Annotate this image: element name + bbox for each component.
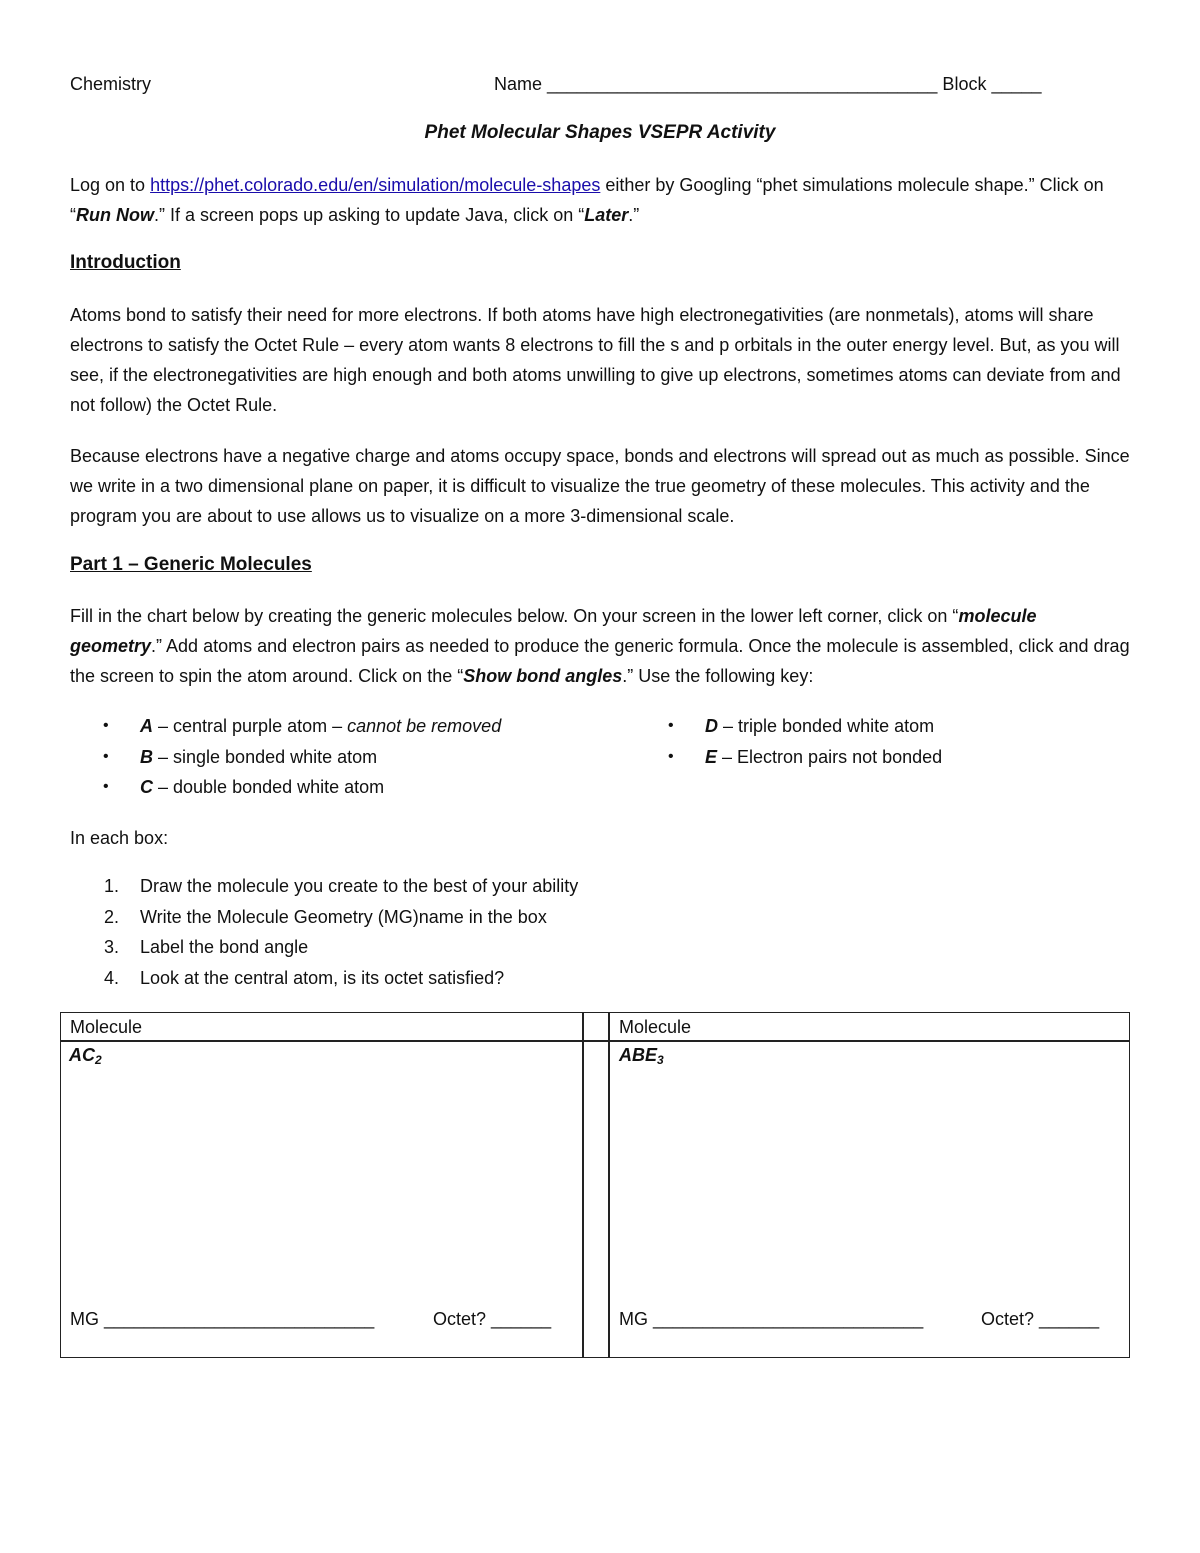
bullet-icon: •	[103, 747, 109, 765]
steps-list	[70, 871, 578, 993]
introduction-paragraph-2: Because electrons have a negative charge and atoms occupy space, bonds and electrons will spread out as much as possible. Since we write in a two dimensional plane on paper, it is difficult to visualize the true geometry of these molecules. This activity and the program you are about to use allows us to visualize on a more 3-dimensional scale.	[70, 446, 1130, 526]
intro-prefix: Log on to	[70, 175, 151, 195]
key-list-right	[635, 711, 942, 772]
formula-subscript: 2	[95, 1053, 102, 1067]
molecule-chart-table	[60, 1012, 1130, 1358]
later-text: Later	[584, 205, 629, 225]
octet-blank[interactable]: Octet? ______	[981, 1309, 1100, 1329]
formula-base: ABE	[619, 1045, 658, 1065]
step-number: 3.	[104, 937, 120, 957]
key-text: – triple bonded white atom	[718, 716, 935, 736]
introduction-paragraph-1: Atoms bond to satisfy their need for more electrons. If both atoms have high electronegativities (are nonmetals), atoms will share electrons to satisfy the Octet Rule – every atom wants 8 electrons to fill the s and p orbitals in the outer energy level. But, as you will see, if the electronegativities are high enough and both atoms unwilling to give up electrons, sometimes atoms can deviate from and not follow) the Octet Rule.	[70, 305, 1121, 415]
name-block-field[interactable]: Name _______________________________________ Block _____	[494, 74, 1042, 94]
key-item-e	[635, 742, 942, 773]
key-letter: D	[705, 716, 718, 736]
key-letter: A	[140, 716, 153, 736]
mg-blank[interactable]: MG ___________________________	[70, 1309, 375, 1329]
molecule-cell-left[interactable]	[61, 1013, 582, 1356]
bullet-icon: •	[103, 717, 109, 734]
key-item-b	[70, 742, 501, 773]
step-item	[70, 963, 578, 994]
step-number: 4.	[104, 967, 120, 988]
key-text: – Electron pairs not bonded	[717, 746, 943, 767]
part1-instructions	[70, 601, 1130, 691]
intro-after-run-now: .” If a screen pops up asking to update Java, click on “	[154, 205, 585, 225]
molecule-header: Molecule	[619, 1017, 692, 1037]
part1-instr-a: Fill in the chart below by creating the generic molecules below. On your screen in the lower left corner, click on “	[70, 606, 959, 626]
bullet-icon: •	[103, 778, 109, 795]
in-each-box-label: In each box:	[70, 828, 169, 848]
header-row	[70, 74, 1110, 98]
formula-subscript: 3	[657, 1053, 664, 1067]
introduction-heading: Introduction	[70, 252, 181, 273]
octet-blank[interactable]: Octet? ______	[433, 1309, 552, 1329]
intro-instructions	[70, 170, 1130, 230]
formula-base: AC	[69, 1045, 95, 1065]
key-item-c	[70, 772, 501, 803]
step-item	[70, 902, 578, 933]
mg-blank[interactable]: MG ___________________________	[619, 1309, 924, 1329]
step-text: Write the Molecule Geometry (MG)name in the box	[140, 906, 547, 927]
key-note: cannot be removed	[347, 716, 502, 736]
intro-after-later: .”	[628, 205, 640, 225]
bullet-icon: •	[668, 747, 674, 765]
key-text: – central purple atom –	[153, 716, 348, 736]
step-number: 2.	[104, 906, 120, 927]
key-item-d	[635, 711, 942, 742]
key-item-a	[70, 711, 501, 742]
key-letter: B	[140, 746, 153, 767]
molecule-formula	[69, 1045, 102, 1067]
subject-label: Chemistry	[70, 74, 152, 94]
molecule-header: Molecule	[70, 1017, 143, 1037]
key-letter: C	[140, 777, 153, 797]
molecule-geometry-text: molecule geometry	[70, 606, 1037, 656]
key-list-left	[70, 711, 501, 803]
phet-link[interactable]: https://phet.colorado.edu/en/simulation/molecule-shapes	[150, 175, 601, 195]
step-number: 1.	[104, 876, 120, 896]
column-divider	[582, 1013, 584, 1357]
part1-heading: Part 1 – Generic Molecules	[70, 554, 312, 575]
step-text: Look at the central atom, is its octet satisfied?	[140, 967, 505, 988]
molecule-cell-right[interactable]	[610, 1013, 1128, 1356]
part1-instr-c: .” Use the following key:	[622, 666, 814, 686]
step-text: Draw the molecule you create to the best of your ability	[140, 876, 579, 896]
run-now-text: Run Now	[76, 205, 154, 225]
key-text: – single bonded white atom	[153, 746, 378, 767]
step-item	[70, 871, 578, 902]
key-text: – double bonded white atom	[153, 777, 385, 797]
molecule-formula	[619, 1045, 664, 1067]
step-text: Label the bond angle	[140, 937, 309, 957]
part1-instr-b: .” Add atoms and electron pairs as needed to produce the generic formula. Once the molecule is assembled, click and drag the screen to spin the atom around. Click on the “	[70, 636, 1130, 686]
page-title: Phet Molecular Shapes VSEPR Activity	[424, 122, 776, 143]
bullet-icon: •	[668, 717, 674, 734]
intro-after-link: either by Googling “phet simulations molecule shape.” Click on “	[70, 175, 1104, 225]
step-item	[70, 932, 578, 963]
show-bond-angles-text: Show bond angles	[463, 666, 623, 686]
key-letter: E	[705, 746, 718, 767]
